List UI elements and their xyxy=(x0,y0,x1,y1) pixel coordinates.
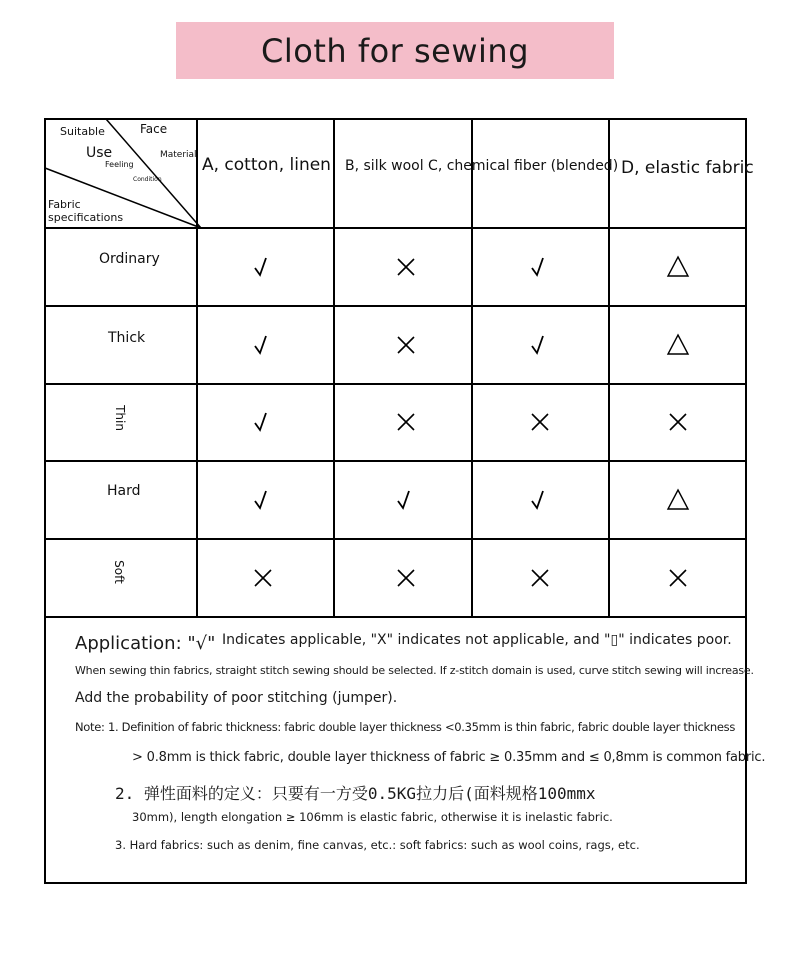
column-header-d: D, elastic fabric xyxy=(621,158,754,178)
cross-icon xyxy=(528,410,552,434)
note-thickness-2: > 0.8mm is thick fabric, double layer thickness of fabric ≥ 0.35mm and ≤ 0,8mm is common fabric. xyxy=(132,750,766,765)
check-icon xyxy=(528,488,552,512)
note-thickness-1: Note: 1. Definition of fabric thickness: fabric double layer thickness <0.35mm is thin fabric, fabric double layer thickness xyxy=(75,720,736,734)
page-title: Cloth for sewing xyxy=(261,31,529,70)
check-icon xyxy=(528,255,552,279)
check-icon xyxy=(251,488,275,512)
row-label-thick: Thick xyxy=(108,330,146,346)
cross-icon xyxy=(394,566,418,590)
row-label-soft: Soft xyxy=(111,560,126,584)
corner-condition: Condition xyxy=(133,176,162,183)
cross-icon xyxy=(666,410,690,434)
corner-face: Face xyxy=(140,122,168,136)
cross-icon xyxy=(251,566,275,590)
cross-icon xyxy=(394,410,418,434)
row-label-ordinary: Ordinary xyxy=(99,251,160,267)
check-icon xyxy=(251,255,275,279)
note-elastic-1: 2. 弹性面料的定义：只要有一方受0.5KG拉力后(面料规格100mmx xyxy=(115,784,596,803)
column-header-a: A, cotton, linen xyxy=(202,155,331,175)
row-label-thin: Thin xyxy=(112,405,127,431)
check-icon xyxy=(251,410,275,434)
cross-icon xyxy=(666,566,690,590)
check-icon xyxy=(251,333,275,357)
column-header-bc: B, silk wool C, chemical fiber (blended) xyxy=(345,158,619,174)
cross-icon xyxy=(528,566,552,590)
triangle-icon xyxy=(666,333,690,357)
corner-suitable: Suitable xyxy=(60,125,105,138)
triangle-icon xyxy=(666,255,690,279)
note-thin-fabric: When sewing thin fabrics, straight stitch sewing should be selected. If z-stitch domain is used, curve stitch sewing will increase. xyxy=(75,664,754,677)
cross-icon xyxy=(394,333,418,357)
corner-use: Use xyxy=(86,145,113,161)
check-icon xyxy=(394,488,418,512)
application-legend: Indicates applicable, "X" indicates not applicable, and "▯" indicates poor. xyxy=(222,632,732,648)
note-elastic-2: 30mm), length elongation ≥ 106mm is elastic fabric, otherwise it is inelastic fabric. xyxy=(132,810,613,824)
cross-icon xyxy=(394,255,418,279)
check-icon xyxy=(528,333,552,357)
triangle-icon xyxy=(666,488,690,512)
row-label-hard: Hard xyxy=(107,483,141,499)
corner-material: Material xyxy=(160,150,197,160)
corner-fabric: Fabric xyxy=(48,198,81,211)
note-hard-soft: 3. Hard fabrics: such as denim, fine canvas, etc.: soft fabrics: such as wool coins, rags, etc. xyxy=(115,838,640,852)
note-jumper: Add the probability of poor stitching (jumper). xyxy=(75,690,398,706)
application-prefix: Application: "√" xyxy=(75,633,216,654)
corner-feeling: Feeling xyxy=(105,160,134,169)
corner-specifications: specifications xyxy=(48,211,124,224)
